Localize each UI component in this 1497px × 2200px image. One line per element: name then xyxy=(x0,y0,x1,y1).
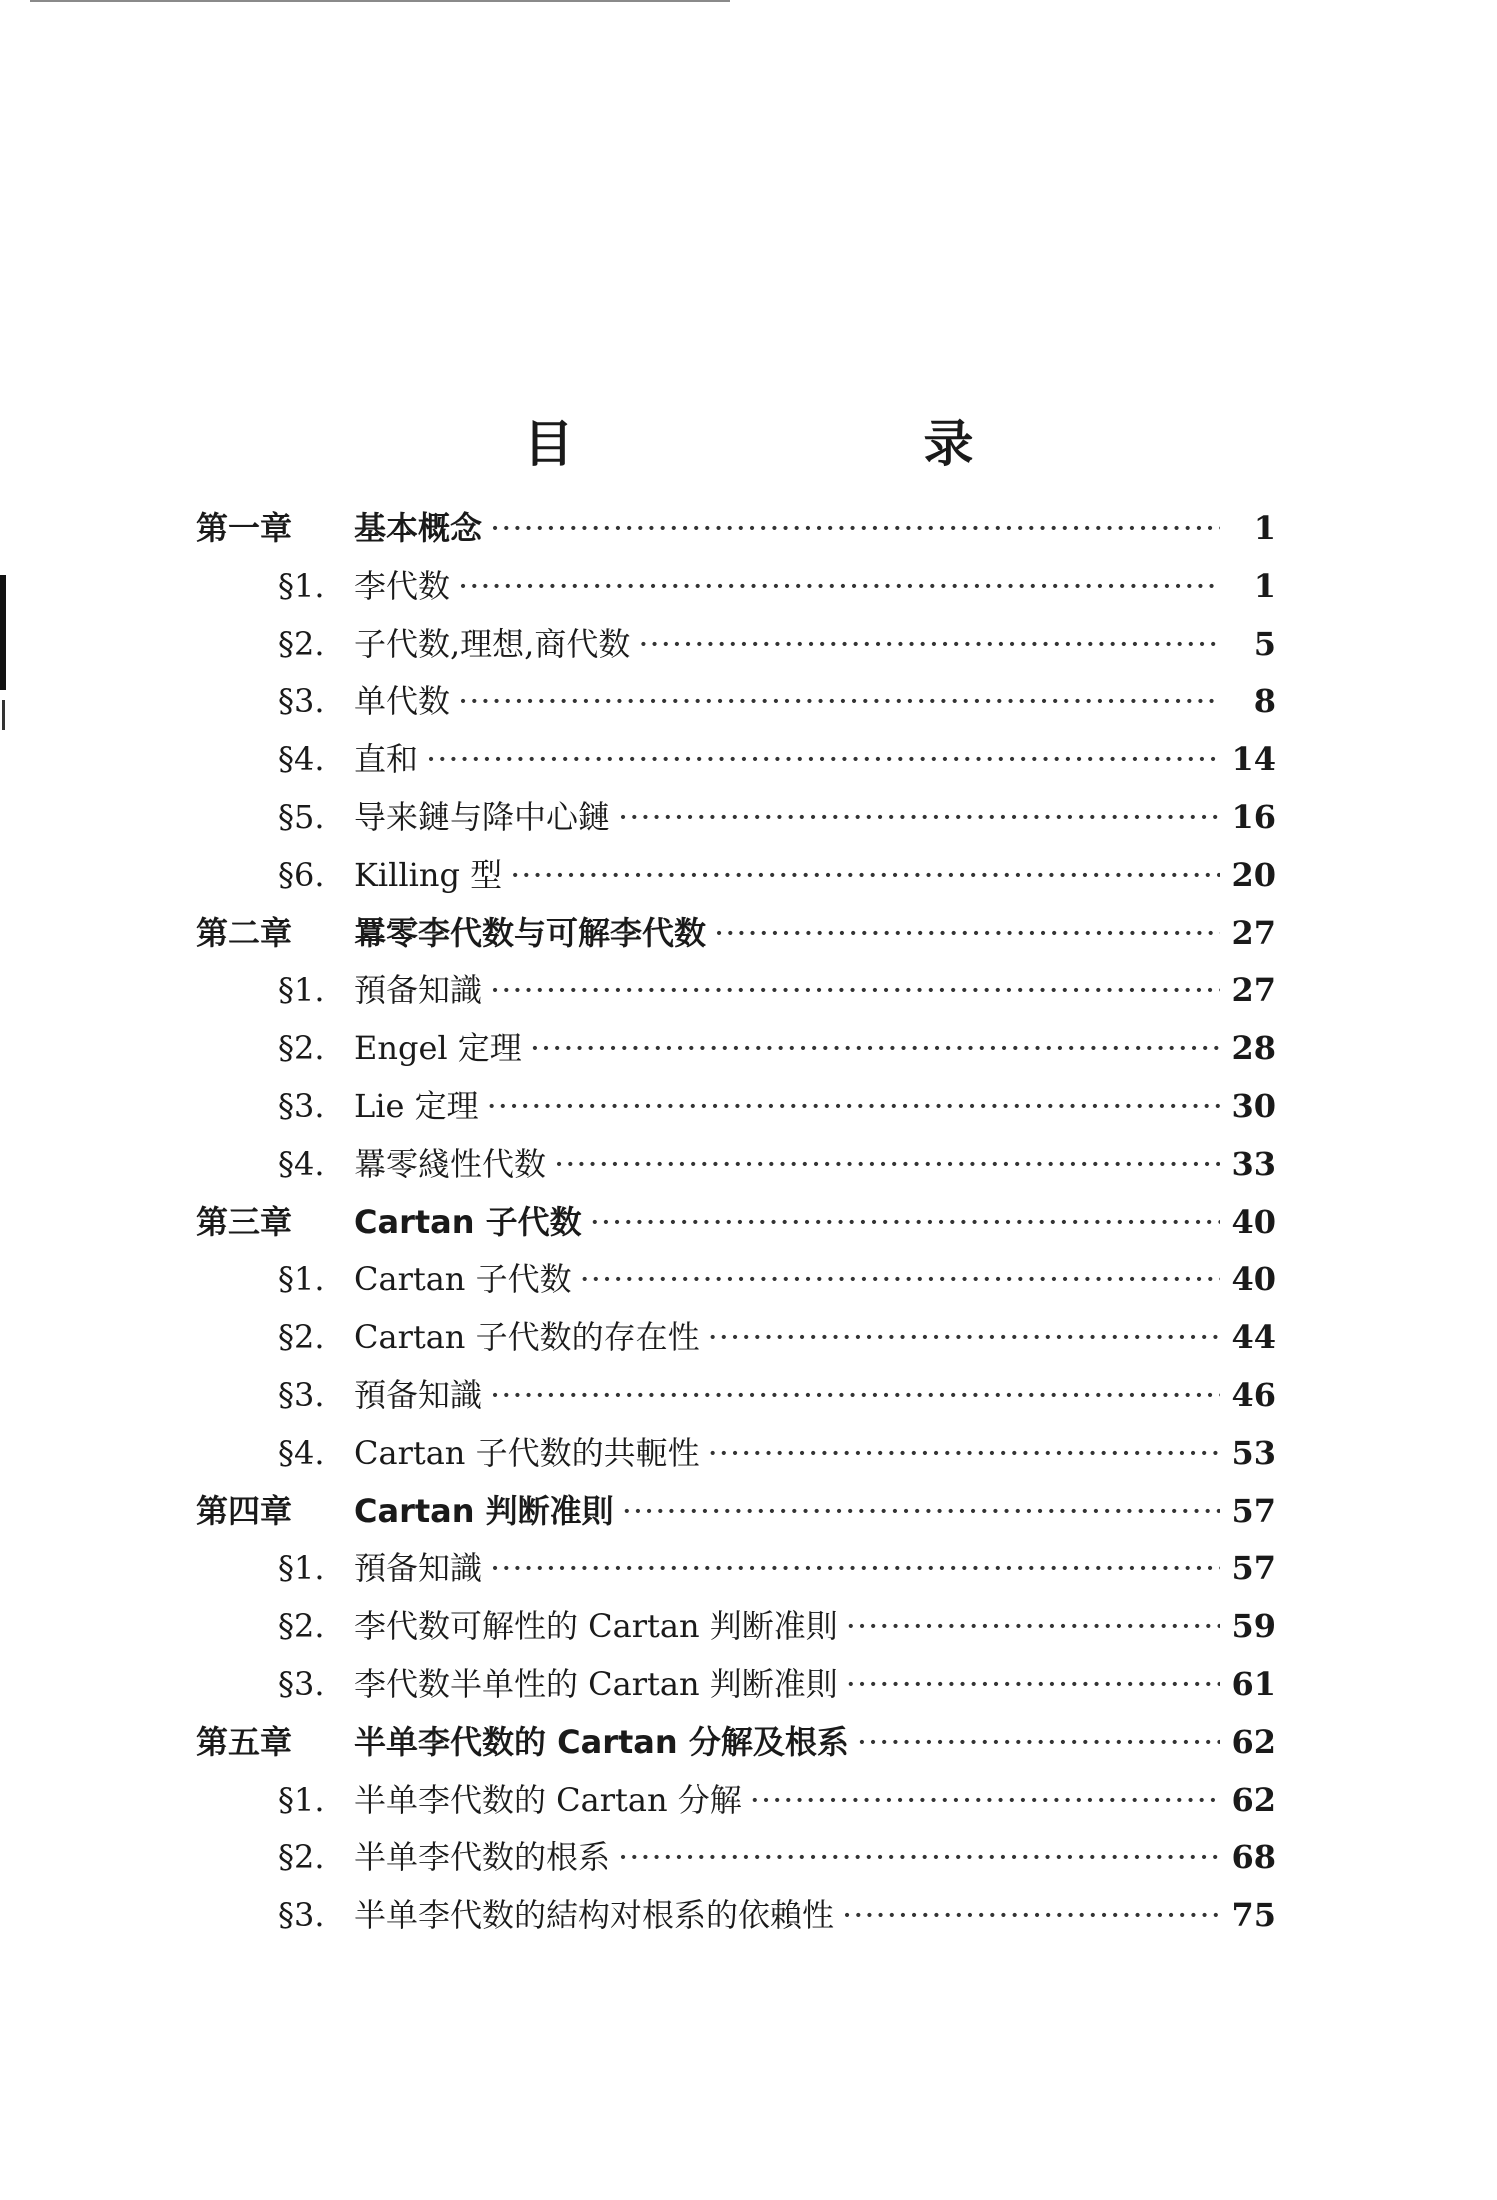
entry-number: §3. xyxy=(278,1086,325,1125)
entry-number: §2. xyxy=(278,624,325,663)
entry-page-number: 46 xyxy=(1231,1375,1276,1414)
entry-title: 李代数 xyxy=(354,566,451,605)
dot-leader xyxy=(618,789,1220,847)
entry-title: Engel 定理 xyxy=(354,1029,522,1068)
dot-leader xyxy=(458,673,1220,731)
dot-leader xyxy=(622,1483,1220,1541)
dot-leader xyxy=(458,558,1220,616)
toc-section-entry[interactable] xyxy=(196,731,1276,789)
entry-number: 第一章 xyxy=(196,509,293,547)
entry-page-number: 40 xyxy=(1231,1260,1276,1299)
entry-title: 半单李代数的結构对根系的依賴性 xyxy=(354,1896,835,1935)
dot-leader xyxy=(580,1251,1220,1309)
toc-section-entry[interactable] xyxy=(196,1136,1276,1194)
entry-number: 第四章 xyxy=(196,1491,293,1530)
entry-title: 导来鏈与降中心鏈 xyxy=(354,797,611,836)
toc-section-entry[interactable] xyxy=(196,1772,1276,1830)
entry-number: 第三章 xyxy=(196,1202,293,1241)
entry-title: 单代数 xyxy=(354,682,451,721)
dot-leader xyxy=(490,962,1220,1020)
entry-number: 第五章 xyxy=(196,1722,293,1761)
entry-title: 預备知識 xyxy=(354,1549,483,1588)
entry-number: §6. xyxy=(278,855,325,894)
toc-section-entry[interactable] xyxy=(196,1598,1276,1656)
dot-leader xyxy=(846,1598,1220,1656)
toc-section-entry[interactable] xyxy=(196,962,1276,1020)
entry-page-number: 8 xyxy=(1253,682,1276,721)
toc-chapter-entry[interactable] xyxy=(196,500,1276,558)
entry-number: §4. xyxy=(278,1144,325,1183)
toc-section-entry[interactable] xyxy=(196,1887,1276,1945)
toc-section-entry[interactable] xyxy=(196,1656,1276,1714)
entry-number: §2. xyxy=(278,1029,325,1068)
entry-page-number: 33 xyxy=(1231,1144,1276,1183)
entry-title: 李代数可解性的 Cartan 判断准則 xyxy=(354,1607,838,1646)
toc-chapter-entry[interactable] xyxy=(196,1194,1276,1252)
dot-leader xyxy=(590,1194,1220,1252)
dot-leader xyxy=(510,847,1220,905)
toc-section-entry[interactable] xyxy=(196,1367,1276,1425)
dot-leader xyxy=(638,616,1220,674)
entry-page-number: 44 xyxy=(1231,1318,1276,1357)
dot-leader xyxy=(426,731,1220,789)
toc-section-entry[interactable] xyxy=(196,1078,1276,1136)
entry-title: Killing 型 xyxy=(354,855,503,894)
toc-section-entry[interactable] xyxy=(196,789,1276,847)
entry-title: Cartan 子代数的存在性 xyxy=(354,1318,700,1357)
entry-page-number: 57 xyxy=(1231,1491,1276,1530)
entry-page-number: 61 xyxy=(1231,1664,1276,1703)
entry-page-number: 1 xyxy=(1253,566,1276,605)
toc-chapter-entry[interactable] xyxy=(196,1714,1276,1772)
entry-title: 半单李代数的 Cartan 分解 xyxy=(354,1780,742,1819)
toc-section-entry[interactable] xyxy=(196,847,1276,905)
entry-title: Cartan 子代数 xyxy=(354,1202,582,1241)
toc-chapter-entry[interactable] xyxy=(196,1483,1276,1541)
entry-page-number: 62 xyxy=(1231,1780,1276,1819)
scan-top-edge xyxy=(30,0,730,2)
entry-page-number: 40 xyxy=(1231,1202,1276,1241)
dot-leader xyxy=(618,1829,1220,1887)
toc-section-entry[interactable] xyxy=(196,1251,1276,1309)
entry-page-number: 30 xyxy=(1231,1086,1276,1125)
entry-page-number: 1 xyxy=(1253,509,1276,547)
toc-section-entry[interactable] xyxy=(196,1425,1276,1483)
entry-title: 羃零綫性代数 xyxy=(354,1144,547,1183)
entry-title: Cartan 子代数 xyxy=(354,1260,572,1299)
entry-page-number: 75 xyxy=(1231,1896,1276,1935)
table-of-contents xyxy=(196,500,1276,1945)
toc-section-entry[interactable] xyxy=(196,673,1276,731)
entry-title: 子代数,理想,商代数 xyxy=(354,624,631,663)
entry-number: §3. xyxy=(278,1375,325,1414)
toc-section-entry[interactable] xyxy=(196,616,1276,674)
page-title: 目 录 xyxy=(523,414,1124,473)
entry-title: 基本概念 xyxy=(354,509,483,547)
dot-leader xyxy=(554,1136,1220,1194)
dot-leader xyxy=(846,1656,1220,1714)
dot-leader xyxy=(490,500,1220,558)
entry-title: 李代数半单性的 Cartan 判断准則 xyxy=(354,1664,838,1703)
entry-title: Cartan 判断准則 xyxy=(354,1491,614,1530)
entry-page-number: 5 xyxy=(1253,624,1276,663)
entry-title: 羃零李代数与可解李代数 xyxy=(354,913,707,952)
scan-margin-mark xyxy=(0,575,6,690)
entry-page-number: 20 xyxy=(1231,855,1276,894)
entry-number: §4. xyxy=(278,1433,325,1472)
entry-page-number: 59 xyxy=(1231,1607,1276,1646)
entry-title: 預备知識 xyxy=(354,1375,483,1414)
entry-page-number: 68 xyxy=(1231,1838,1276,1877)
dot-leader xyxy=(708,1309,1220,1367)
entry-title: 半单李代数的根系 xyxy=(354,1838,611,1877)
dot-leader xyxy=(750,1772,1220,1830)
entry-number: §1. xyxy=(278,1260,325,1299)
entry-number: §2. xyxy=(278,1318,325,1357)
dot-leader xyxy=(490,1540,1220,1598)
entry-number: 第二章 xyxy=(196,913,293,952)
entry-page-number: 27 xyxy=(1231,913,1276,952)
toc-chapter-entry[interactable] xyxy=(196,905,1276,963)
dot-leader xyxy=(487,1078,1220,1136)
entry-page-number: 53 xyxy=(1231,1433,1276,1472)
dot-leader xyxy=(490,1367,1220,1425)
entry-number: §1. xyxy=(278,971,325,1010)
entry-number: §5. xyxy=(278,797,325,836)
toc-section-entry[interactable] xyxy=(196,558,1276,616)
dot-leader xyxy=(530,1020,1220,1078)
entry-number: §2. xyxy=(278,1607,325,1646)
toc-section-entry[interactable] xyxy=(196,1540,1276,1598)
entry-title: 半单李代数的 Cartan 分解及根系 xyxy=(354,1722,849,1761)
entry-page-number: 27 xyxy=(1231,971,1276,1010)
entry-title: Lie 定理 xyxy=(354,1086,479,1125)
entry-number: §3. xyxy=(278,682,325,721)
entry-page-number: 16 xyxy=(1231,797,1276,836)
toc-section-entry[interactable] xyxy=(196,1829,1276,1887)
entry-number: §1. xyxy=(278,566,325,605)
dot-leader xyxy=(714,905,1220,963)
entry-title: Cartan 子代数的共軛性 xyxy=(354,1433,700,1472)
entry-number: §2. xyxy=(278,1838,325,1877)
entry-number: §3. xyxy=(278,1664,325,1703)
toc-section-entry[interactable] xyxy=(196,1309,1276,1367)
entry-number: §1. xyxy=(278,1780,325,1819)
entry-number: §3. xyxy=(278,1896,325,1935)
entry-page-number: 57 xyxy=(1231,1549,1276,1588)
dot-leader xyxy=(857,1714,1220,1772)
scan-margin-mark xyxy=(2,700,5,730)
entry-page-number: 28 xyxy=(1231,1029,1276,1068)
entry-title: 預备知識 xyxy=(354,971,483,1010)
entry-number: §1. xyxy=(278,1549,325,1588)
entry-number: §4. xyxy=(278,740,325,779)
dot-leader xyxy=(842,1887,1220,1945)
entry-page-number: 14 xyxy=(1231,740,1276,779)
entry-page-number: 62 xyxy=(1231,1722,1276,1761)
dot-leader xyxy=(708,1425,1220,1483)
entry-title: 直和 xyxy=(354,740,419,779)
toc-section-entry[interactable] xyxy=(196,1020,1276,1078)
